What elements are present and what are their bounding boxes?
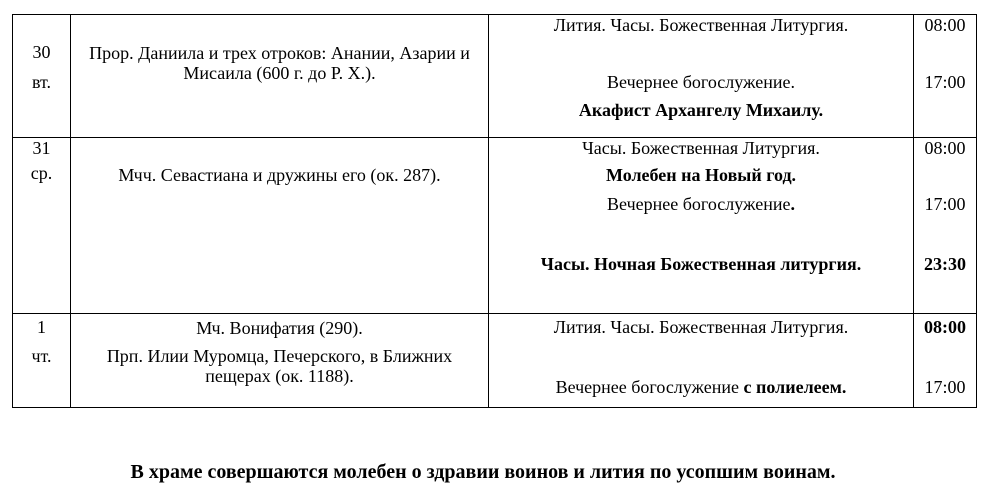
service-line: Вечернее богослужение. <box>607 194 795 214</box>
footer-note: В храме совершаются молебен о здравии воинов и лития по усопшим воинам. <box>130 461 836 483</box>
saint-line: Мисаила (600 г. до Р. Х.). <box>183 63 376 83</box>
day-number: 30 <box>32 42 51 62</box>
day-number: 1 <box>37 317 46 337</box>
saint-line: Мчч. Севастиана и дружины его (ок. 287). <box>118 165 441 185</box>
saint-line: пещерах (ок. 1188). <box>205 366 354 386</box>
table-row <box>13 313 976 407</box>
times-cell <box>914 15 976 137</box>
service-line: Акафист Архангелу Михаилу. <box>578 100 824 120</box>
schedule-table <box>12 14 977 408</box>
saint-line: Мч. Вонифатия (290). <box>196 318 363 338</box>
time-value: 17:00 <box>924 72 966 92</box>
weekday-abbr: вт. <box>31 72 52 92</box>
table-row <box>13 137 976 313</box>
saint-line: Прп. Илии Муромца, Печерского, в Ближних <box>106 346 453 366</box>
time-value: 17:00 <box>924 194 966 214</box>
time-value: 17:00 <box>924 377 966 397</box>
service-line: Вечернее богослужение с полиелеем. <box>555 377 847 397</box>
services-cell <box>489 138 914 313</box>
services-cell <box>489 314 914 407</box>
time-value: 08:00 <box>924 317 966 337</box>
time-value: 08:00 <box>924 15 966 35</box>
saints-cell <box>71 15 489 137</box>
services-cell <box>489 15 914 137</box>
table-row <box>13 15 976 137</box>
time-value: 23:30 <box>924 254 966 274</box>
service-line: Вечернее богослужение. <box>607 72 795 92</box>
weekday-abbr: ср. <box>30 163 53 183</box>
time-value: 08:00 <box>924 138 966 158</box>
date-cell <box>13 138 71 313</box>
service-line: Лития. Часы. Божественная Литургия. <box>553 317 849 337</box>
times-cell <box>914 314 976 407</box>
service-line: Молебен на Новый год. <box>605 165 797 185</box>
saint-line: Прор. Даниила и трех отроков: Анании, Азарии и <box>89 43 470 63</box>
service-line: Часы. Ночная Божественная литургия. <box>540 254 862 274</box>
date-cell <box>13 15 71 137</box>
service-line: Лития. Часы. Божественная Литургия. <box>553 15 849 35</box>
saints-cell <box>71 138 489 313</box>
times-cell <box>914 138 976 313</box>
day-number: 31 <box>32 138 51 158</box>
saints-cell <box>71 314 489 407</box>
weekday-abbr: чт. <box>31 346 52 366</box>
service-line: Часы. Божественная Литургия. <box>582 138 820 158</box>
date-cell <box>13 314 71 407</box>
